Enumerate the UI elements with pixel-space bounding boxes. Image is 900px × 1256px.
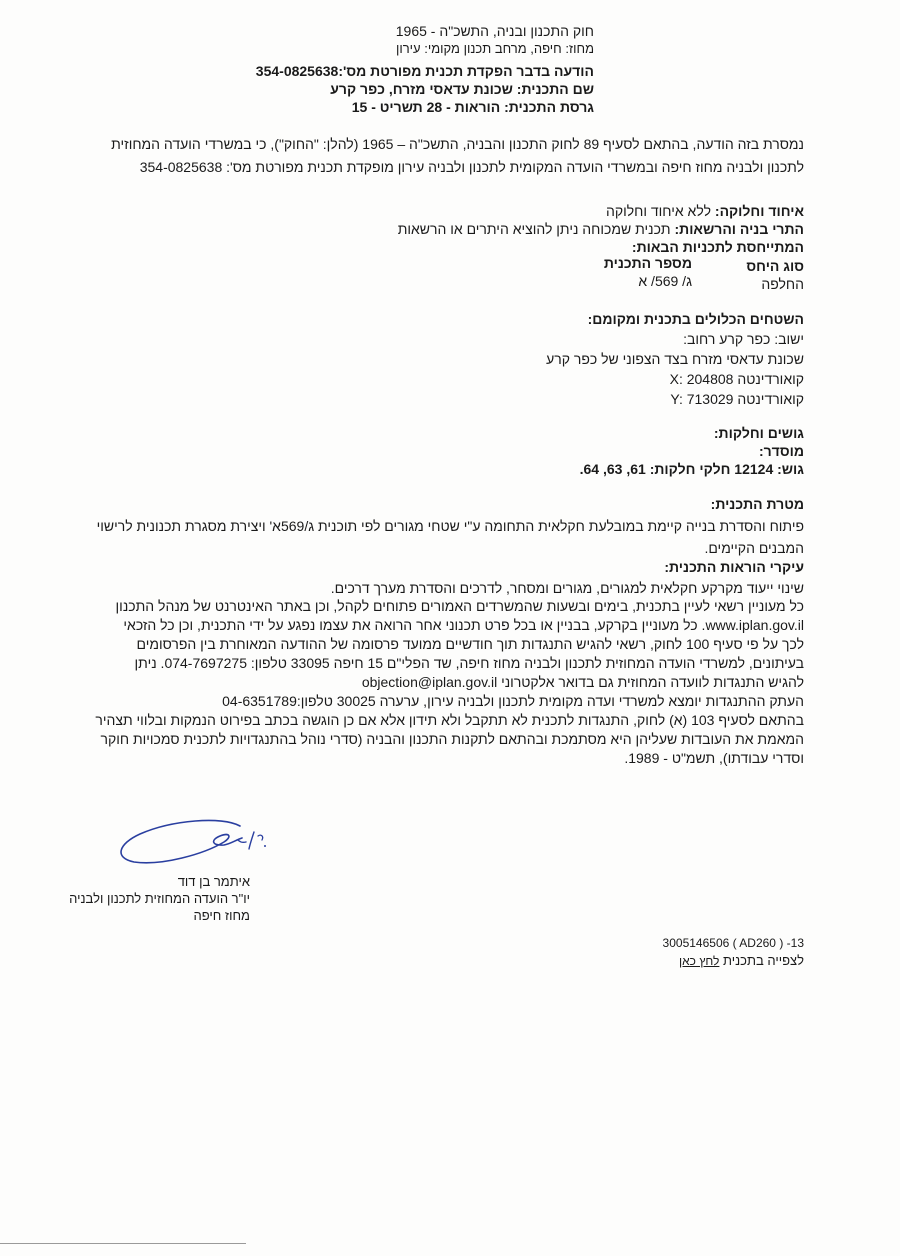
relation-type-header: סוג היחס (746, 258, 804, 274)
notice-line-9: וסדרי עבודתו), תשמ"ט - 1989. (624, 750, 804, 766)
merge-row (304, 202, 804, 220)
document-header (255, 22, 594, 116)
goal-section (84, 493, 804, 559)
provisions-title: עיקרי הוראות התכנית: (664, 559, 804, 575)
notice-line-6: העתק ההתנגדות יומצא למשרדי ועדה מקומית לתכנון ולבניה עירון, ערערה 30025 טלפון:04-6351789 (222, 693, 804, 709)
signer-block (50, 873, 250, 924)
goal-line-2: המבנים הקיימים. (704, 540, 804, 556)
reference-code: 3005146506 ( AD260 ) -13 (662, 936, 804, 950)
parcels-section (404, 424, 804, 478)
bottom-divider (0, 1243, 246, 1244)
provisions-text: שינוי ייעוד מקרקע חקלאית למגורים, מגורים ומסחר, לדרכים והסדרת מערך דרכים. (330, 580, 804, 596)
view-plan-text: לצפייה בתכנית (723, 953, 804, 968)
coordinate-y: קואורדינטה Y: 713029 (670, 391, 804, 407)
notice-line-7: בהתאם לסעיף 103 (א) לחוק, התנגדות לתכנית לא תתקבל ולא תידון אלא אם כן הוגשה בכתב בפירוט הנמקות ובלווי תצהיר (95, 712, 804, 728)
plan-details (304, 202, 804, 256)
notice-line-5: להגיש התנגדות לוועדה המחוזית גם בדואר אלקטרוני objection@iplan.gov.il (361, 674, 804, 690)
location-line: שכונת עדאסי מזרח בצד הצפוני של כפר קרע (546, 351, 804, 367)
relation-column-number (604, 254, 692, 290)
block-line: גוש: 12124 חלקי חלקות: 61, 63, 64. (579, 461, 804, 477)
handwritten-signature (112, 812, 272, 872)
relation-number-value: ג/ 569/ א (638, 273, 692, 289)
notice-line-8: המאמת את העובדות שעליהן היא מסתמכת ובהתאם לתקנות התכנון והבניה (סדרי נוהל בהתנגדויות לתכנית סמכויות חוקר (100, 731, 804, 747)
plan-name: שם התכנית: שכונת עדאסי מזרח, כפר קרע (330, 81, 594, 97)
permits-label: התרי בניה והרשאות: (674, 221, 804, 237)
relation-table (592, 257, 804, 293)
coordinate-x: קואורדינטה X: 204808 (669, 371, 804, 387)
notice-line-3: לכך על פי סעיף 100 לחוק, רשאי להגיש התנגדות תוך חודשיים ממועד פרסומה של ההודעה המאוחרת בין הפרסומים (136, 636, 804, 652)
areas-title: השטחים הכלולים בתכנית ומקומם: (587, 311, 804, 327)
notice-title: הודעה בדבר הפקדת תכנית מפורטת מס':354-0825638 (255, 63, 594, 79)
regulated-label: מוסדר: (758, 443, 804, 459)
view-plan-row (604, 952, 804, 970)
goal-title: מטרת התכנית: (710, 496, 804, 512)
relation-label: המתייחסת לתכניות הבאות: (631, 239, 804, 255)
plan-version: גרסת התכנית: הוראות - 28 תשריט - 15 (351, 99, 594, 115)
view-plan-link[interactable]: לחץ כאן (679, 954, 720, 968)
intro-line-2: לתכנון ולבניה מחוז חיפה ובמשרדי הועדה המקומית לתכנון ולבניה עירון מופקדת תכנית מפורטת מס': 354-0825638 (139, 159, 804, 175)
notice-line-4: בעיתונים, למשרדי הועדה המחוזית לתכנון ולבניה מחוז חיפה, שד הפלי"ם 15 חיפה 33095 טלפון: 074-7697275. ניתן (134, 655, 804, 671)
permits-value: תכנית שמכוחה ניתן להוציא היתרים או הרשאות (397, 221, 671, 237)
relation-number-header: מספר התכנית (603, 255, 692, 271)
goal-line-1: פיתוח והסדרת בנייה קיימת במובלעת חקלאית התחומה ע"י שטחי מגורים לפי תוכנית ג/569א' ויצירת מסגרת תכנונית לרישוי (96, 518, 804, 534)
reference-block (604, 934, 804, 970)
provisions-section (84, 557, 804, 599)
signer-title: יו"ר הועדה המחוזית לתכנון ולבניה (69, 891, 250, 906)
signer-district: מחוז חיפה (193, 908, 250, 923)
merge-value: ללא איחוד וחלוקה (605, 203, 712, 219)
intro-paragraph (92, 133, 804, 179)
merge-label: איחוד וחלוקה: (714, 203, 804, 219)
parcels-title: גושים וחלקות: (713, 425, 804, 441)
settlement-line: ישוב: כפר קרע רחוב: (683, 331, 804, 347)
district-line: מחוז: חיפה, מרחב תכנון מקומי: עירון (395, 41, 594, 56)
relation-column-type (746, 257, 804, 293)
law-title: חוק התכנון ובניה, התשכ"ה - 1965 (395, 23, 594, 39)
intro-line-1: נמסרת בזה הודעה, בהתאם לסעיף 89 לחוק התכנון והבניה, התשכ"ה – 1965 (להלן: "החוק"), כי במשרדי הועדה המחוזית (111, 136, 804, 152)
relation-type-value: החלפה (761, 276, 804, 292)
areas-section (404, 309, 804, 409)
permits-row (304, 220, 804, 238)
objection-notice (82, 597, 804, 768)
notice-line-2: www.iplan.gov.il. כל מעוניין בקרקע, בבניין או בכל פרט תכנוני אחר הרואה את עצמו נפגע על ידי התכנית, וכן כל הזכאי (123, 617, 804, 633)
signer-name: איתמר בן דוד (177, 874, 250, 889)
notice-line-1: כל מעוניין רשאי לעיין בתכנית, בימים ובשעות שהמשרדים האמורים פתוחים לקהל, וכן באתר האינטרנט של מנהל התכנון (115, 598, 804, 614)
